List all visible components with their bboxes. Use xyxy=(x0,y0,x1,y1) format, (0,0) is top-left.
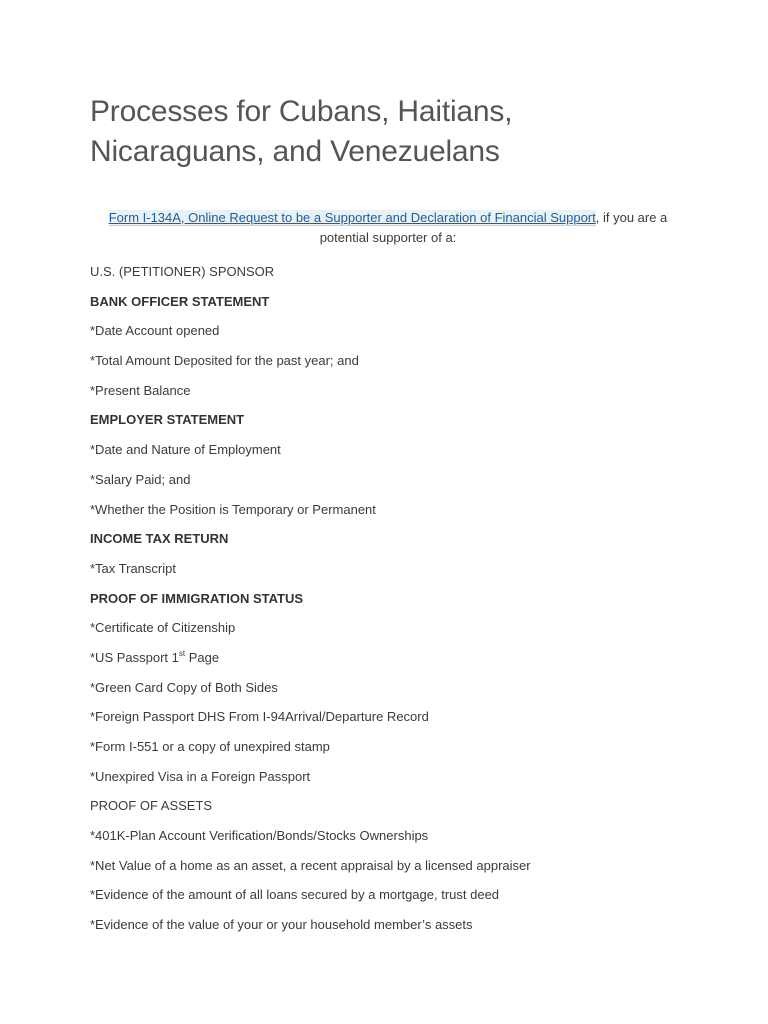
list-item-text: *US Passport 1 xyxy=(90,649,179,665)
list-item: *Date and Nature of Employment xyxy=(90,442,281,458)
ordinal-suffix: st xyxy=(178,648,186,658)
sponsor-heading: U.S. (PETITIONER) SPONSOR xyxy=(90,264,275,279)
employer-heading: EMPLOYER STATEMENT xyxy=(90,412,245,428)
list-item: *Tax Transcript xyxy=(90,560,176,576)
list-item: *Certificate of Citizenship xyxy=(90,620,236,636)
list-item: *Total Amount Deposited for the past year; and xyxy=(90,353,359,369)
list-item: *Net Value of a home as an asset, a recent appraisal by a licensed appraiser xyxy=(90,857,531,873)
list-item: *401K-Plan Account Verification/Bonds/Stocks Ownerships xyxy=(90,828,429,844)
list-item: *Unexpired Visa in a Foreign Passport xyxy=(90,768,311,784)
list-item: *Salary Paid; and xyxy=(90,471,191,487)
list-item: *Date Account opened xyxy=(90,323,220,339)
list-item: *Present Balance xyxy=(90,382,191,398)
document-page xyxy=(90,92,680,947)
list-item: *Green Card Copy of Both Sides xyxy=(90,679,278,695)
bank-officer-heading: BANK OFFICER STATEMENT xyxy=(90,293,270,309)
list-item-text: Page xyxy=(185,649,220,665)
list-item: *Evidence of the amount of all loans secured by a mortgage, trust deed xyxy=(90,887,500,903)
list-item: *Form I-551 or a copy of unexpired stamp xyxy=(90,739,330,754)
list-item: *Evidence of the value of your or your household member’s assets xyxy=(90,917,473,933)
assets-heading: PROOF OF ASSETS xyxy=(90,798,213,814)
intro-paragraph xyxy=(90,208,680,248)
list-item: *Whether the Position is Temporary or Permanent xyxy=(90,501,376,517)
form-i134a-link[interactable]: Form I-134A, Online Request to be a Supporter and Declaration of Financial Support xyxy=(108,210,596,225)
page-title: Processes for Cubans, Haitians, Nicaraguans, and Venezuelans xyxy=(90,95,513,168)
list-item xyxy=(90,650,680,666)
list-item: *Foreign Passport DHS From I-94Arrival/Departure Record xyxy=(90,709,429,725)
income-tax-heading: INCOME TAX RETURN xyxy=(90,531,229,547)
intro-text: , if you are a potential supporter of a: xyxy=(319,210,668,245)
immigration-status-heading: PROOF OF IMMIGRATION STATUS xyxy=(90,590,304,606)
